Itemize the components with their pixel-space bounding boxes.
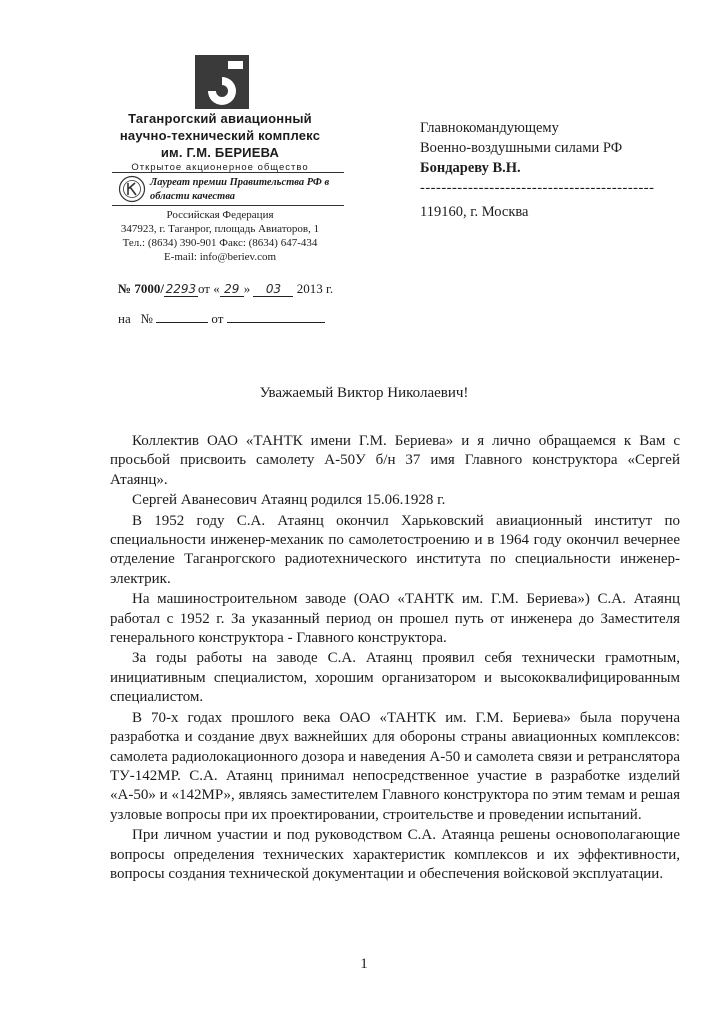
org-name-line-2: научно-технический комплекс xyxy=(119,128,321,143)
address-phone-fax: Тел.: (8634) 390-901 Факс: (8634) 647-434 xyxy=(122,237,318,249)
reg-day: 29 xyxy=(220,282,244,297)
address-country: Российская Федерация xyxy=(166,209,274,221)
registration-line xyxy=(118,281,333,297)
reply-number-blank xyxy=(156,310,208,323)
address-block xyxy=(98,208,342,264)
page-number: 1 xyxy=(360,956,368,972)
beriev-logo-icon xyxy=(195,55,249,109)
org-type: Открытое акционерное общество xyxy=(131,162,309,173)
reg-number: 2293 xyxy=(165,282,197,296)
address-email: E-mail: info@beriev.com xyxy=(163,251,277,263)
reply-date-blank xyxy=(227,310,325,323)
addressee-block xyxy=(420,118,700,222)
reply-on-label: на № xyxy=(118,311,153,326)
paragraph-2: Сергей Аванесович Атаянц родился 15.06.1928 г. xyxy=(132,492,446,509)
org-name-line-1: Таганрогский авиационный xyxy=(128,111,312,126)
paragraph-4: На машиностроительном заводе (ОАО «ТАНТК им. Г.М. Бериева») С.А. Атаянц работал с 1952 г. За указанный период он прошел путь от инженера до Заместителя генерального конструктора - Главного конструктора. xyxy=(110,591,680,647)
reg-month: 03 xyxy=(253,282,293,297)
paragraph-5: За годы работы на заводе С.А. Атаянц проявил себя технически грамотным, инициативным специалистом, хорошим организатором и высококвалифицированным специалистом. xyxy=(110,650,680,706)
letter-body xyxy=(110,432,680,884)
addressee-separator: -------------------------------------------- xyxy=(420,180,655,196)
reply-from-label: от xyxy=(211,311,224,326)
paragraph-6: В 70-х годах прошлого века ОАО «ТАНТК им. Г.М. Бериева» была поручена разработка и создание двух важнейших для обороны страны авиационных комплексов: самолета радиолокационного дозора и наведения А-50 и самолета связи и ретранслятора ТУ-142МР. С.А. Атаянц принимал непосредственное участие в разработке изделий «А-50» и «142МР», являясь заместителем Главного конструктора по этим темам и решая узловые вопросы при их проектировании, строительстве и проведении испытаний. xyxy=(110,709,680,823)
reg-from: от « xyxy=(197,281,220,296)
org-name-line-3: им. Г.М. БЕРИЕВА xyxy=(160,145,280,160)
addressee-line-2: Военно-воздушными силами РФ xyxy=(420,140,623,156)
reply-reference-line xyxy=(118,310,325,327)
laureate-line-1: Лауреат премии Правительства РФ в xyxy=(150,177,330,188)
letterhead-divider-top xyxy=(112,172,344,173)
quality-seal-icon xyxy=(118,175,146,203)
letterhead-divider-bottom xyxy=(112,205,344,206)
addressee-name: Бондареву В.Н. xyxy=(420,160,521,176)
paragraph-7: При личном участии и под руководством С.А. Атаянца решены основополагающие вопросы определения технических характеристик комплексов и их эффективности, вопросы создания технической документации и обеспечения войсковой эксплуатации. xyxy=(110,827,680,882)
addressee-line-1: Главнокомандующему xyxy=(420,120,559,136)
address-street: 347923, г. Таганрог, площадь Авиаторов, 1 xyxy=(120,223,320,235)
reg-quote-close: » xyxy=(243,281,251,296)
organization-block xyxy=(98,110,342,173)
laureate-note xyxy=(150,176,350,204)
reg-prefix: № 7000/ xyxy=(118,281,164,296)
laureate-line-2: области качества xyxy=(150,191,236,202)
addressee-city: 119160, г. Москва xyxy=(420,204,529,220)
greeting: Уважаемый Виктор Николаевич! xyxy=(259,385,469,401)
paragraph-1: Коллектив ОАО «ТАНТК имени Г.М. Бериева» и я лично обращаемся к Вам с просьбой присвоить самолету А-50У б/н 37 имя Главного конструктора «Сергей Атаянц». xyxy=(110,433,680,488)
reg-year: 2013 г. xyxy=(296,281,334,296)
paragraph-3: В 1952 году С.А. Атаянц окончил Харьковский авиационный институт по специальности инженер-механик по самолетостроению и в 1964 году окончил вечернее отделение Таганрогского радиотехнического института по специальности инженер-электрик. xyxy=(110,512,680,587)
